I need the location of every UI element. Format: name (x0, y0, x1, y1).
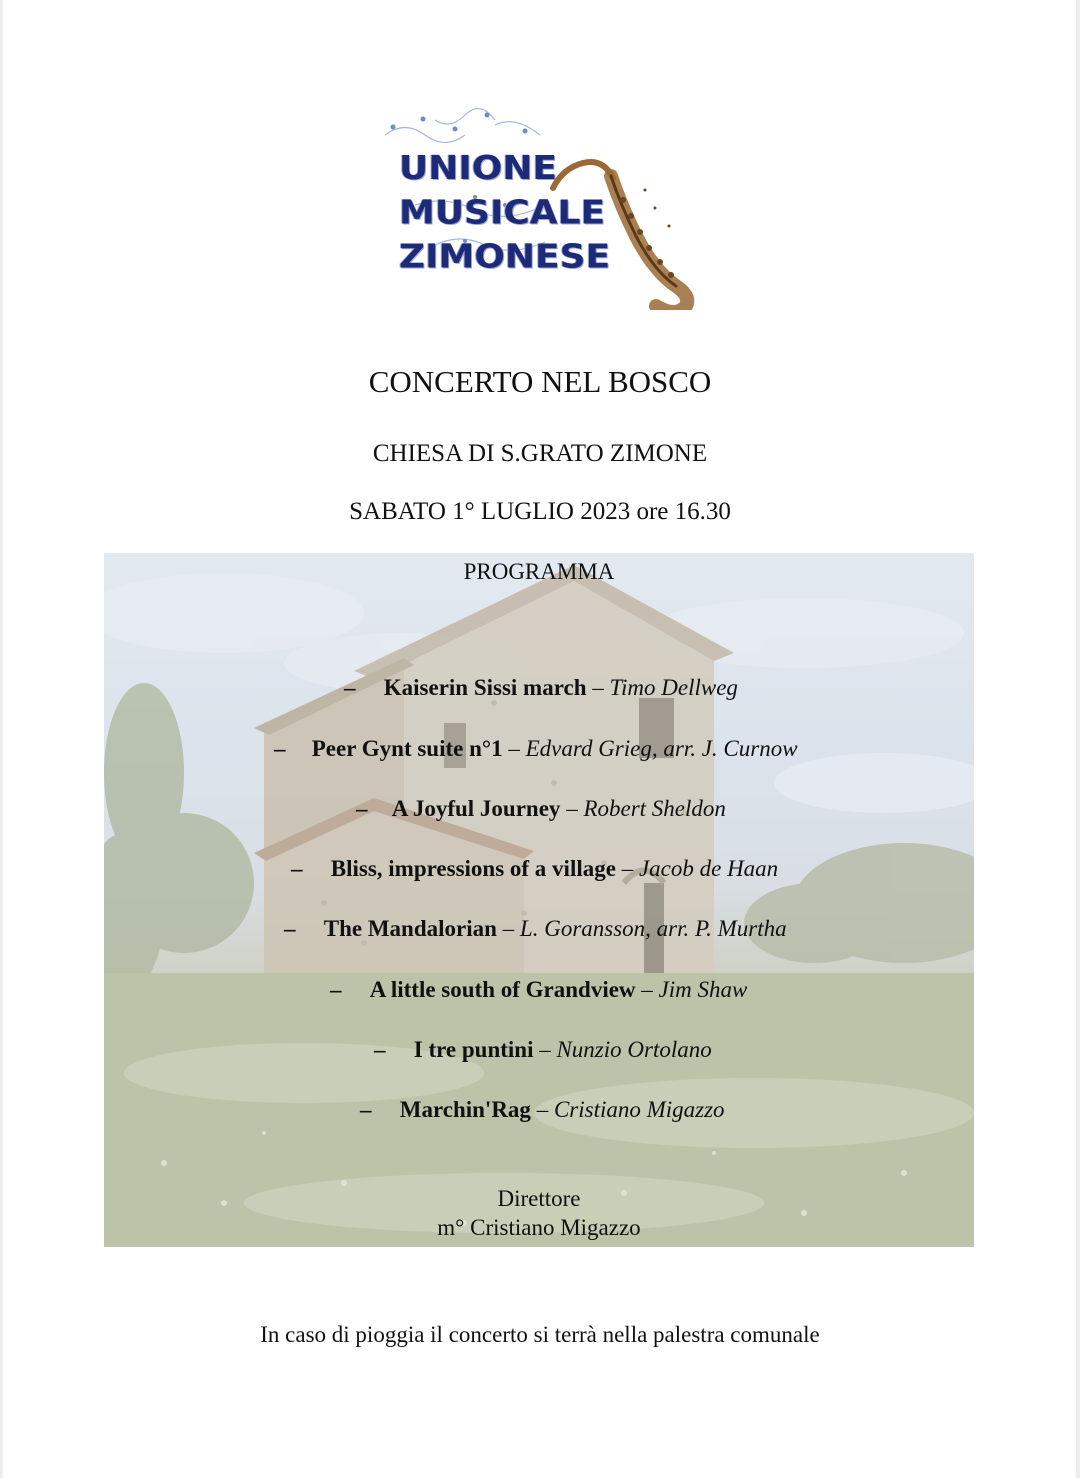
program-item (356, 796, 726, 822)
composer: Edvard Grieg, arr. J. Curnow (525, 736, 798, 761)
rain-note: In caso di pioggia il concerto si terrà nella palestra comunale (260, 1322, 820, 1347)
list-dash: – (360, 1097, 372, 1122)
program-heading: PROGRAMMA (463, 559, 615, 584)
piece-title: Peer Gynt suite n°1 (311, 736, 503, 761)
program-item (374, 1037, 712, 1063)
piece-title: The Mandalorian (323, 916, 497, 941)
church-background-image (104, 553, 974, 1247)
event-datetime: SABATO 1° LUGLIO 2023 ore 16.30 (349, 498, 731, 525)
page-edge-right (1076, 0, 1080, 1478)
program-item (330, 977, 747, 1003)
separator: – (560, 796, 584, 821)
separator: – (635, 977, 659, 1002)
director-label: Direttore (497, 1186, 581, 1211)
list-dash: – (356, 796, 368, 821)
program-item (284, 916, 787, 942)
composer: Robert Sheldon (583, 796, 726, 821)
program-item (344, 675, 738, 701)
list-dash: – (344, 675, 356, 700)
director-name: m° Cristiano Migazzo (437, 1215, 641, 1240)
composer: Jacob de Haan (638, 856, 779, 881)
composer: Nunzio Ortolano (556, 1037, 712, 1062)
separator: – (530, 1097, 554, 1122)
piece-title: I tre puntini (413, 1037, 534, 1062)
list-dash: – (330, 977, 342, 1002)
separator: – (496, 916, 520, 941)
program-item (360, 1097, 725, 1123)
program-item (291, 856, 778, 882)
composer: Cristiano Migazzo (553, 1097, 725, 1122)
piece-title: Marchin'Rag (399, 1097, 531, 1122)
piece-title: Kaiserin Sissi march (383, 675, 587, 700)
band-name-line-2: MUSICALE (399, 193, 606, 232)
band-logo (375, 105, 710, 305)
list-dash: – (374, 1037, 386, 1062)
page-edge-left (0, 0, 3, 1478)
list-dash: – (274, 736, 286, 761)
piece-title: A Joyful Journey (391, 796, 561, 821)
separator: – (502, 736, 526, 761)
separator: – (615, 856, 639, 881)
band-name-line-3: ZIMONESE (399, 238, 611, 276)
program-item (274, 736, 798, 762)
composer: L. Goransson, arr. P. Murtha (519, 916, 787, 941)
composer: Timo Dellweg (609, 675, 738, 700)
event-title: CONCERTO NEL BOSCO (368, 364, 712, 399)
composer: Jim Shaw (658, 977, 748, 1002)
separator: – (586, 675, 610, 700)
church-photo-panel (104, 553, 974, 1247)
piece-title: A little south of Grandview (369, 977, 636, 1002)
list-dash: – (291, 856, 303, 881)
separator: – (533, 1037, 557, 1062)
list-dash: – (284, 916, 296, 941)
saxophone-icon (545, 130, 705, 310)
band-name-line-1: UNIONE (399, 149, 558, 188)
event-venue: CHIESA DI S.GRATO ZIMONE (372, 440, 708, 467)
piece-title: Bliss, impressions of a village (330, 856, 616, 881)
